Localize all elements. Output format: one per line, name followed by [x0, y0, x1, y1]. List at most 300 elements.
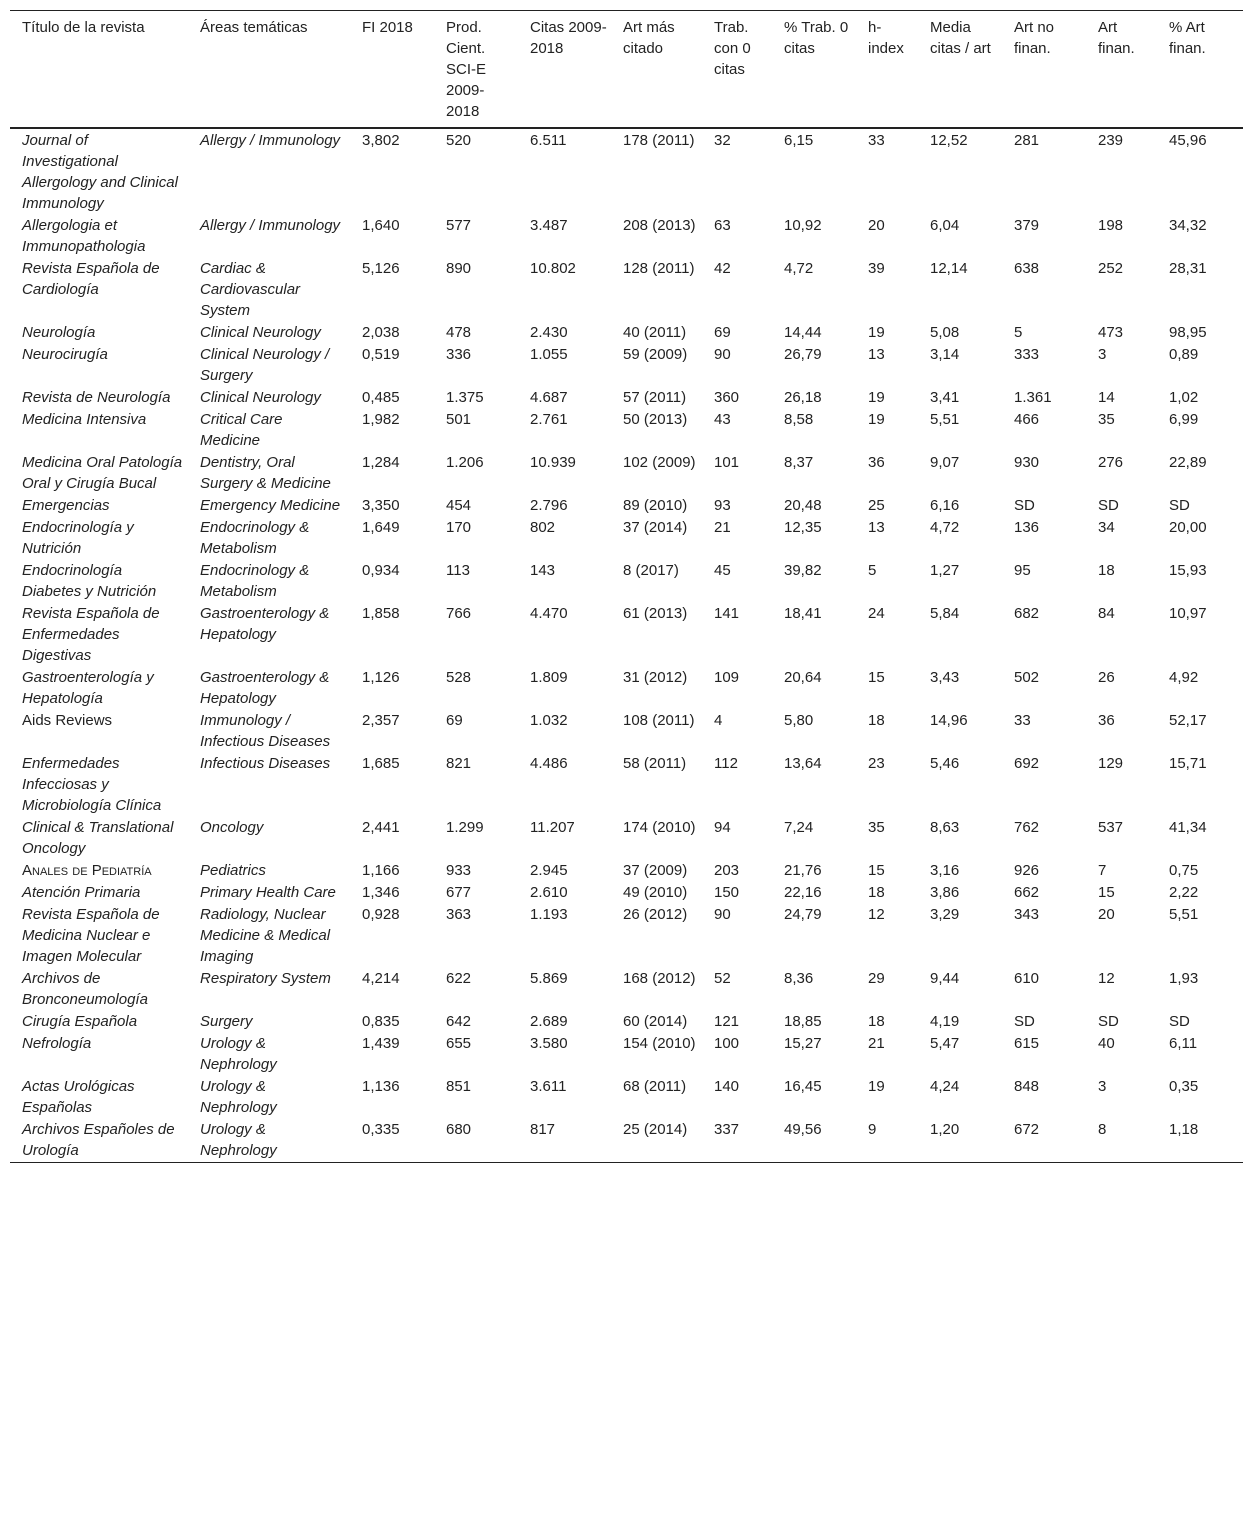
journal-table-container: [10, 10, 1243, 1163]
cell-zero-citation-percent: 8,36: [784, 970, 814, 987]
cell-subject-area: Radiology, Nuclear Medicine & Medical Imaging: [200, 906, 331, 965]
cell-subject-area: Urology & Nephrology: [200, 1035, 277, 1073]
cell-funded-percent: 0,35: [1169, 1078, 1199, 1095]
cell-subject-area: Urology & Nephrology: [200, 1078, 277, 1116]
cell-funded-percent: 1,93: [1169, 970, 1199, 987]
cell-impact-factor: 5,126: [362, 260, 400, 277]
cell-funded-articles: 3: [1098, 1078, 1107, 1095]
cell-subject-area: Primary Health Care: [200, 884, 336, 901]
cell-zero-citation-percent: 21,76: [784, 862, 822, 879]
cell-scientific-production: 363: [446, 906, 472, 923]
cell-mean-citations: 6,16: [930, 497, 960, 514]
cell-funded-articles: SD: [1098, 1013, 1119, 1030]
cell-zero-citation-works: 32: [714, 132, 731, 149]
cell-most-cited-article: 50 (2013): [623, 411, 688, 428]
cell-funded-articles: 7: [1098, 862, 1107, 879]
cell-journal-title: Cirugía Española: [22, 1013, 138, 1030]
cell-mean-citations: 3,43: [930, 669, 960, 686]
cell-scientific-production: 528: [446, 669, 472, 686]
cell-journal-title: Allergologia et Immunopathologia: [22, 217, 146, 255]
cell-scientific-production: 170: [446, 519, 472, 536]
cell-mean-citations: 3,14: [930, 346, 960, 363]
table-row: [10, 860, 1243, 882]
cell-citations: 2.689: [530, 1013, 568, 1030]
cell-journal-title: Journal of Investigational Allergology and Clinical Immunology: [22, 132, 178, 212]
cell-mean-citations: 6,04: [930, 217, 960, 234]
cell-impact-factor: 1,982: [362, 411, 400, 428]
cell-zero-citation-works: 140: [714, 1078, 740, 1095]
cell-impact-factor: 3,350: [362, 497, 400, 514]
cell-zero-citation-percent: 18,41: [784, 605, 822, 622]
cell-non-funded-articles: 136: [1014, 519, 1040, 536]
cell-most-cited-article: 37 (2014): [623, 519, 688, 536]
cell-citations: 4.470: [530, 605, 568, 622]
cell-zero-citation-percent: 12,35: [784, 519, 822, 536]
cell-scientific-production: 821: [446, 755, 472, 772]
cell-funded-percent: 6,99: [1169, 411, 1199, 428]
cell-most-cited-article: 40 (2011): [623, 324, 687, 341]
cell-scientific-production: 890: [446, 260, 472, 277]
cell-scientific-production: 622: [446, 970, 472, 987]
cell-zero-citation-works: 52: [714, 970, 731, 987]
cell-citations: 10.802: [530, 260, 576, 277]
cell-subject-area: Clinical Neurology: [200, 324, 321, 341]
cell-non-funded-articles: 502: [1014, 669, 1040, 686]
cell-h-index: 19: [868, 389, 885, 406]
cell-most-cited-article: 89 (2010): [623, 497, 688, 514]
cell-subject-area: Oncology: [200, 819, 264, 836]
cell-subject-area: Allergy / Immunology: [200, 132, 341, 149]
cell-mean-citations: 1,20: [930, 1121, 960, 1138]
cell-scientific-production: 69: [446, 712, 463, 729]
cell-journal-title: Anales de Pediatría: [22, 862, 152, 879]
cell-scientific-production: 655: [446, 1035, 472, 1052]
cell-most-cited-article: 37 (2009): [623, 862, 688, 879]
cell-zero-citation-works: 360: [714, 389, 740, 406]
cell-mean-citations: 12,52: [930, 132, 968, 149]
cell-impact-factor: 1,166: [362, 862, 400, 879]
cell-impact-factor: 0,519: [362, 346, 400, 363]
cell-journal-title: Endocrinología Diabetes y Nutrición: [22, 562, 157, 600]
cell-most-cited-article: 26 (2012): [623, 906, 688, 923]
cell-citations: 802: [530, 519, 556, 536]
cell-zero-citation-works: 150: [714, 884, 740, 901]
cell-h-index: 19: [868, 411, 885, 428]
cell-citations: 6.511: [530, 132, 567, 149]
cell-h-index: 23: [868, 755, 885, 772]
cell-zero-citation-works: 203: [714, 862, 740, 879]
table-row: [10, 1033, 1243, 1076]
cell-h-index: 13: [868, 346, 885, 363]
cell-scientific-production: 677: [446, 884, 472, 901]
cell-impact-factor: 1,126: [362, 669, 400, 686]
cell-citations: 1.809: [530, 669, 568, 686]
cell-citations: 3.611: [530, 1078, 567, 1095]
cell-impact-factor: 1,858: [362, 605, 400, 622]
cell-h-index: 18: [868, 712, 885, 729]
cell-h-index: 35: [868, 819, 885, 836]
table-row: [10, 904, 1243, 968]
cell-funded-percent: 28,31: [1169, 260, 1207, 277]
cell-zero-citation-works: 101: [714, 454, 740, 471]
column-header-most-cited-article: Art más citado: [623, 19, 675, 57]
cell-impact-factor: 3,802: [362, 132, 400, 149]
cell-scientific-production: 501: [446, 411, 472, 428]
cell-scientific-production: 577: [446, 217, 472, 234]
column-header-funded-articles: Art finan.: [1098, 19, 1135, 57]
cell-funded-articles: 35: [1098, 411, 1115, 428]
cell-mean-citations: 5,51: [930, 411, 960, 428]
column-header-funded-percent: % Art finan.: [1169, 19, 1206, 57]
cell-subject-area: Emergency Medicine: [200, 497, 341, 514]
table-row: [10, 258, 1243, 322]
cell-journal-title: Atención Primaria: [22, 884, 141, 901]
table-header: [10, 11, 1243, 129]
cell-funded-percent: 2,22: [1169, 884, 1199, 901]
cell-funded-percent: 45,96: [1169, 132, 1207, 149]
cell-citations: 4.687: [530, 389, 568, 406]
cell-scientific-production: 680: [446, 1121, 472, 1138]
cell-journal-title: Aids Reviews: [22, 712, 113, 729]
cell-h-index: 36: [868, 454, 885, 471]
cell-funded-articles: 40: [1098, 1035, 1115, 1052]
cell-non-funded-articles: 1.361: [1014, 389, 1052, 406]
cell-h-index: 24: [868, 605, 885, 622]
cell-h-index: 29: [868, 970, 885, 987]
cell-non-funded-articles: 692: [1014, 755, 1040, 772]
table-row: [10, 603, 1243, 667]
cell-h-index: 21: [868, 1035, 885, 1052]
journal-table: [10, 10, 1243, 1163]
cell-citations: 1.032: [530, 712, 568, 729]
cell-most-cited-article: 174 (2010): [623, 819, 696, 836]
cell-scientific-production: 454: [446, 497, 472, 514]
cell-mean-citations: 8,63: [930, 819, 960, 836]
cell-zero-citation-percent: 18,85: [784, 1013, 822, 1030]
cell-impact-factor: 4,214: [362, 970, 400, 987]
column-header-mean-citations: Media citas / art: [930, 19, 991, 57]
cell-impact-factor: 0,335: [362, 1121, 400, 1138]
cell-funded-percent: 1,02: [1169, 389, 1199, 406]
cell-journal-title: Archivos Españoles de Urología: [22, 1121, 175, 1159]
cell-funded-articles: 198: [1098, 217, 1124, 234]
cell-zero-citation-percent: 8,37: [784, 454, 814, 471]
cell-subject-area: Gastroenterology & Hepatology: [200, 669, 330, 707]
cell-h-index: 5: [868, 562, 877, 579]
table-row: [10, 409, 1243, 452]
cell-most-cited-article: 61 (2013): [623, 605, 688, 622]
cell-zero-citation-percent: 7,24: [784, 819, 814, 836]
cell-journal-title: Actas Urológicas Españolas: [22, 1078, 135, 1116]
cell-journal-title: Emergencias: [22, 497, 110, 514]
cell-funded-articles: 252: [1098, 260, 1124, 277]
cell-mean-citations: 1,27: [930, 562, 960, 579]
cell-most-cited-article: 31 (2012): [623, 669, 688, 686]
cell-h-index: 25: [868, 497, 885, 514]
cell-scientific-production: 336: [446, 346, 472, 363]
cell-journal-title: Revista Española de Cardiología: [22, 260, 160, 298]
cell-citations: 2.796: [530, 497, 568, 514]
cell-mean-citations: 12,14: [930, 260, 968, 277]
cell-zero-citation-works: 94: [714, 819, 731, 836]
cell-scientific-production: 1.375: [446, 389, 484, 406]
cell-subject-area: Immunology / Infectious Diseases: [200, 712, 331, 750]
cell-zero-citation-works: 4: [714, 712, 723, 729]
cell-mean-citations: 4,24: [930, 1078, 960, 1095]
cell-most-cited-article: 59 (2009): [623, 346, 688, 363]
cell-zero-citation-works: 121: [714, 1013, 740, 1030]
cell-funded-articles: 276: [1098, 454, 1124, 471]
cell-most-cited-article: 8 (2017): [623, 562, 679, 579]
cell-most-cited-article: 208 (2013): [623, 217, 696, 234]
cell-citations: 5.869: [530, 970, 568, 987]
cell-non-funded-articles: SD: [1014, 497, 1035, 514]
cell-non-funded-articles: 762: [1014, 819, 1040, 836]
cell-funded-articles: 129: [1098, 755, 1124, 772]
cell-citations: 10.939: [530, 454, 576, 471]
cell-journal-title: Endocrinología y Nutrición: [22, 519, 134, 557]
cell-funded-percent: 41,34: [1169, 819, 1207, 836]
cell-most-cited-article: 57 (2011): [623, 389, 687, 406]
cell-mean-citations: 9,44: [930, 970, 960, 987]
cell-scientific-production: 520: [446, 132, 472, 149]
cell-funded-percent: 0,89: [1169, 346, 1199, 363]
cell-funded-percent: 52,17: [1169, 712, 1207, 729]
cell-funded-articles: 8: [1098, 1121, 1107, 1138]
cell-zero-citation-percent: 22,16: [784, 884, 822, 901]
cell-journal-title: Enfermedades Infecciosas y Microbiología Clínica: [22, 755, 162, 814]
cell-zero-citation-percent: 13,64: [784, 755, 822, 772]
cell-zero-citation-works: 93: [714, 497, 731, 514]
cell-mean-citations: 4,19: [930, 1013, 960, 1030]
cell-non-funded-articles: 672: [1014, 1121, 1040, 1138]
cell-citations: 2.945: [530, 862, 568, 879]
cell-funded-percent: 98,95: [1169, 324, 1207, 341]
cell-zero-citation-percent: 20,64: [784, 669, 822, 686]
cell-funded-articles: SD: [1098, 497, 1119, 514]
cell-subject-area: Allergy / Immunology: [200, 217, 341, 234]
column-header-subject-area: Áreas temáticas: [200, 19, 308, 36]
column-header-journal-title: Título de la revista: [22, 19, 145, 36]
cell-journal-title: Medicina Oral Patología Oral y Cirugía Bucal: [22, 454, 183, 492]
cell-zero-citation-percent: 4,72: [784, 260, 814, 277]
cell-subject-area: Infectious Diseases: [200, 755, 331, 772]
cell-funded-articles: 84: [1098, 605, 1115, 622]
cell-journal-title: Revista Española de Enfermedades Digestivas: [22, 605, 160, 664]
cell-h-index: 20: [868, 217, 885, 234]
cell-citations: 1.055: [530, 346, 568, 363]
cell-citations: 1.193: [530, 906, 568, 923]
table-row: [10, 882, 1243, 904]
cell-zero-citation-works: 63: [714, 217, 731, 234]
cell-non-funded-articles: 682: [1014, 605, 1040, 622]
cell-funded-percent: SD: [1169, 497, 1190, 514]
cell-subject-area: Gastroenterology & Hepatology: [200, 605, 330, 643]
cell-zero-citation-percent: 26,79: [784, 346, 822, 363]
header-row: [10, 11, 1243, 129]
cell-funded-articles: 12: [1098, 970, 1115, 987]
cell-mean-citations: 14,96: [930, 712, 968, 729]
cell-most-cited-article: 25 (2014): [623, 1121, 688, 1138]
cell-h-index: 19: [868, 324, 885, 341]
cell-zero-citation-percent: 39,82: [784, 562, 822, 579]
table-row: [10, 710, 1243, 753]
cell-journal-title: Nefrología: [22, 1035, 92, 1052]
cell-non-funded-articles: 638: [1014, 260, 1040, 277]
cell-journal-title: Neurocirugía: [22, 346, 108, 363]
cell-journal-title: Clinical & Translational Oncology: [22, 819, 174, 857]
cell-most-cited-article: 128 (2011): [623, 260, 695, 277]
cell-citations: 3.580: [530, 1035, 568, 1052]
cell-zero-citation-works: 337: [714, 1121, 740, 1138]
cell-h-index: 18: [868, 1013, 885, 1030]
cell-zero-citation-works: 100: [714, 1035, 740, 1052]
cell-zero-citation-percent: 20,48: [784, 497, 822, 514]
column-header-h-index: h-index: [868, 19, 904, 57]
cell-funded-articles: 36: [1098, 712, 1115, 729]
cell-h-index: 12: [868, 906, 885, 923]
cell-non-funded-articles: 926: [1014, 862, 1040, 879]
cell-non-funded-articles: 95: [1014, 562, 1031, 579]
cell-funded-percent: 20,00: [1169, 519, 1207, 536]
table-row: [10, 560, 1243, 603]
cell-funded-articles: 537: [1098, 819, 1124, 836]
cell-mean-citations: 3,86: [930, 884, 960, 901]
cell-citations: 2.430: [530, 324, 568, 341]
cell-subject-area: Critical Care Medicine: [200, 411, 283, 449]
cell-citations: 2.610: [530, 884, 568, 901]
table-row: [10, 968, 1243, 1011]
cell-funded-articles: 26: [1098, 669, 1115, 686]
table-row: [10, 452, 1243, 495]
cell-subject-area: Pediatrics: [200, 862, 266, 879]
cell-most-cited-article: 108 (2011): [623, 712, 695, 729]
cell-scientific-production: 1.299: [446, 819, 484, 836]
cell-funded-articles: 473: [1098, 324, 1124, 341]
cell-funded-articles: 20: [1098, 906, 1115, 923]
cell-non-funded-articles: 5: [1014, 324, 1023, 341]
cell-subject-area: Clinical Neurology: [200, 389, 321, 406]
cell-funded-percent: 5,51: [1169, 906, 1199, 923]
cell-zero-citation-works: 21: [714, 519, 731, 536]
cell-funded-percent: SD: [1169, 1013, 1190, 1030]
cell-mean-citations: 9,07: [930, 454, 960, 471]
cell-subject-area: Urology & Nephrology: [200, 1121, 277, 1159]
table-row: [10, 753, 1243, 817]
cell-most-cited-article: 102 (2009): [623, 454, 696, 471]
cell-impact-factor: 2,357: [362, 712, 400, 729]
cell-impact-factor: 1,685: [362, 755, 400, 772]
table-row: [10, 495, 1243, 517]
cell-zero-citation-percent: 8,58: [784, 411, 814, 428]
cell-most-cited-article: 178 (2011): [623, 132, 695, 149]
cell-h-index: 33: [868, 132, 885, 149]
cell-scientific-production: 851: [446, 1078, 472, 1095]
cell-most-cited-article: 60 (2014): [623, 1013, 688, 1030]
cell-subject-area: Endocrinology & Metabolism: [200, 519, 310, 557]
cell-impact-factor: 1,284: [362, 454, 400, 471]
cell-scientific-production: 1.206: [446, 454, 484, 471]
cell-mean-citations: 5,47: [930, 1035, 960, 1052]
cell-zero-citation-works: 42: [714, 260, 731, 277]
cell-funded-articles: 34: [1098, 519, 1115, 536]
cell-funded-percent: 15,93: [1169, 562, 1207, 579]
column-header-citations: Citas 2009-2018: [530, 19, 607, 57]
cell-funded-percent: 34,32: [1169, 217, 1207, 234]
cell-non-funded-articles: 930: [1014, 454, 1040, 471]
cell-impact-factor: 1,439: [362, 1035, 400, 1052]
cell-funded-articles: 239: [1098, 132, 1124, 149]
cell-impact-factor: 1,649: [362, 519, 400, 536]
cell-impact-factor: 0,928: [362, 906, 400, 923]
cell-journal-title: Gastroenterología y Hepatología: [22, 669, 154, 707]
cell-h-index: 39: [868, 260, 885, 277]
cell-mean-citations: 3,41: [930, 389, 960, 406]
cell-scientific-production: 642: [446, 1013, 472, 1030]
table-row: [10, 517, 1243, 560]
table-row: [10, 1076, 1243, 1119]
table-row: [10, 215, 1243, 258]
cell-funded-articles: 18: [1098, 562, 1115, 579]
cell-scientific-production: 113: [446, 562, 470, 579]
cell-zero-citation-percent: 15,27: [784, 1035, 822, 1052]
cell-zero-citation-works: 90: [714, 346, 731, 363]
cell-non-funded-articles: SD: [1014, 1013, 1035, 1030]
cell-citations: 817: [530, 1121, 556, 1138]
cell-impact-factor: 1,640: [362, 217, 400, 234]
cell-journal-title: Medicina Intensiva: [22, 411, 147, 428]
cell-funded-percent: 10,97: [1169, 605, 1207, 622]
column-header-scientific-production: Prod. Cient. SCI-E 2009-2018: [446, 19, 487, 120]
cell-non-funded-articles: 333: [1014, 346, 1040, 363]
cell-mean-citations: 3,16: [930, 862, 960, 879]
table-row: [10, 667, 1243, 710]
cell-funded-percent: 0,75: [1169, 862, 1199, 879]
cell-h-index: 9: [868, 1121, 877, 1138]
cell-zero-citation-works: 90: [714, 906, 731, 923]
cell-mean-citations: 4,72: [930, 519, 960, 536]
cell-scientific-production: 933: [446, 862, 472, 879]
cell-most-cited-article: 168 (2012): [623, 970, 696, 987]
cell-impact-factor: 2,038: [362, 324, 400, 341]
table-row: [10, 344, 1243, 387]
cell-journal-title: Revista Española de Medicina Nuclear e Imagen Molecular: [22, 906, 160, 965]
cell-non-funded-articles: 466: [1014, 411, 1040, 428]
cell-funded-percent: 22,89: [1169, 454, 1207, 471]
cell-subject-area: Clinical Neurology / Surgery: [200, 346, 330, 384]
table-row: [10, 322, 1243, 344]
table-row: [10, 128, 1243, 215]
cell-zero-citation-works: 45: [714, 562, 731, 579]
cell-zero-citation-percent: 49,56: [784, 1121, 822, 1138]
cell-funded-percent: 6,11: [1169, 1035, 1198, 1052]
cell-most-cited-article: 154 (2010): [623, 1035, 696, 1052]
cell-impact-factor: 1,346: [362, 884, 400, 901]
cell-impact-factor: 0,835: [362, 1013, 400, 1030]
cell-h-index: 19: [868, 1078, 885, 1095]
table-body: [10, 128, 1243, 1163]
column-header-impact-factor: FI 2018: [362, 19, 413, 36]
table-row: [10, 387, 1243, 409]
cell-funded-articles: 3: [1098, 346, 1107, 363]
cell-subject-area: Respiratory System: [200, 970, 331, 987]
table-row: [10, 817, 1243, 860]
cell-non-funded-articles: 615: [1014, 1035, 1040, 1052]
cell-non-funded-articles: 343: [1014, 906, 1040, 923]
cell-funded-percent: 1,18: [1169, 1121, 1199, 1138]
cell-zero-citation-percent: 24,79: [784, 906, 822, 923]
cell-impact-factor: 2,441: [362, 819, 400, 836]
